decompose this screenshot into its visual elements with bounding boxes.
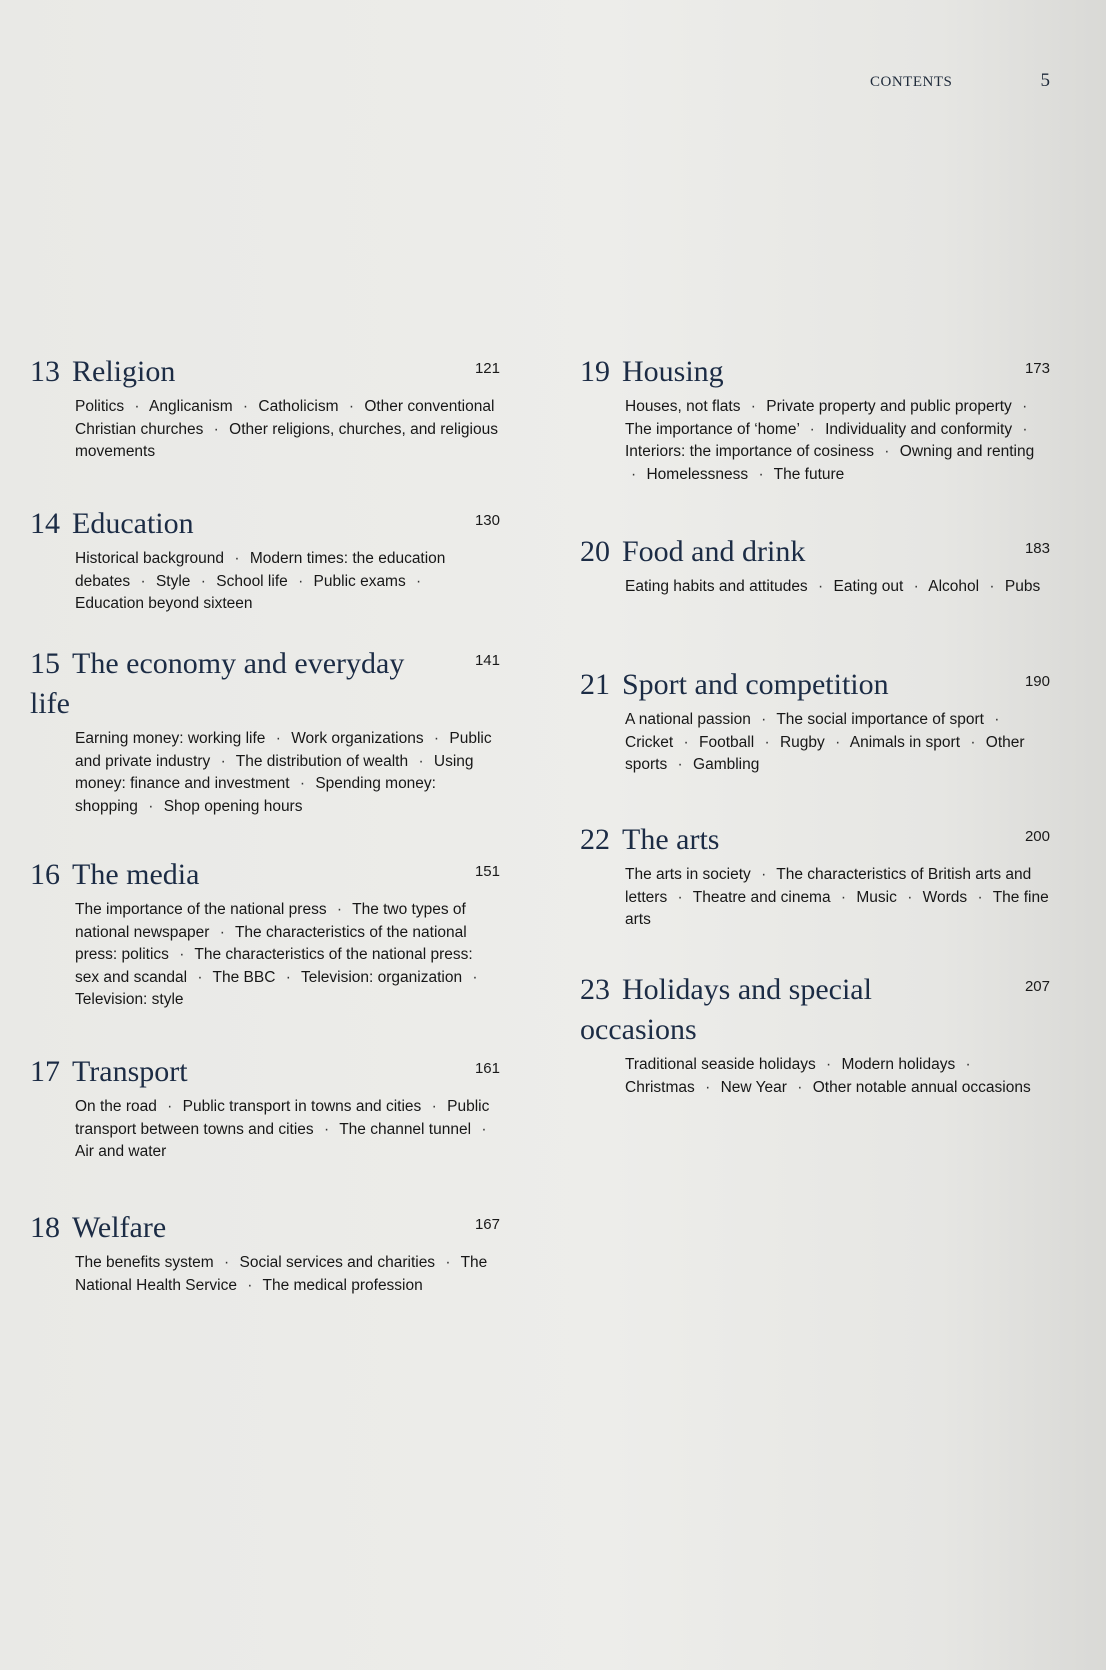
topic-item: Work organizations xyxy=(291,730,424,747)
chapter-topics xyxy=(625,864,1050,932)
bullet-separator: · xyxy=(247,1276,253,1294)
bullet-separator: · xyxy=(994,711,1000,728)
bullet-separator: · xyxy=(433,730,440,747)
chapter-number: 14 xyxy=(30,507,60,540)
topic-item: Alcohol xyxy=(928,578,980,595)
bullet-separator: · xyxy=(285,968,291,986)
bullet-separator: · xyxy=(809,420,815,438)
chapter-page-number: 190 xyxy=(1024,673,1050,690)
bullet-separator: · xyxy=(683,733,689,751)
chapter-heading xyxy=(580,665,1050,705)
bullet-separator: · xyxy=(224,1254,230,1271)
bullet-separator: · xyxy=(140,572,146,590)
topic-item: Animals in sport xyxy=(849,733,960,751)
chapter-topics xyxy=(75,396,500,464)
chapter-number: 21 xyxy=(580,668,610,701)
chapter-name: The media xyxy=(72,858,200,891)
chapter-title xyxy=(30,352,440,392)
topic-item: Public and private industry xyxy=(75,730,492,770)
bullet-separator: · xyxy=(148,797,154,815)
bullet-separator: · xyxy=(677,756,683,773)
topic-item: The characteristics of the national press: sex and scandal xyxy=(75,946,473,986)
chapter-topics xyxy=(75,728,500,818)
topic-item: Anglicanism xyxy=(149,398,233,415)
bullet-separator: · xyxy=(275,730,281,747)
chapter-heading xyxy=(30,1052,500,1092)
topic-item: Social services and charities xyxy=(239,1254,436,1271)
topic-item: Theatre and cinema xyxy=(692,888,831,906)
bullet-separator: · xyxy=(323,1120,330,1138)
chapter-name: Holidays and special occasions xyxy=(580,973,872,1046)
bullet-separator: · xyxy=(481,1120,487,1138)
chapter-topics xyxy=(625,396,1050,486)
topic-item: Other conventional Christian churches xyxy=(75,398,495,438)
bullet-separator: · xyxy=(416,572,422,590)
chapter-number: 22 xyxy=(580,823,610,856)
chapter-name: Food and drink xyxy=(622,535,806,568)
topic-item: Other sports xyxy=(625,733,1025,773)
bullet-separator: · xyxy=(705,1078,711,1096)
topic-item: Public transport in towns and cities xyxy=(182,1098,422,1115)
chapter-page-number: 130 xyxy=(474,512,500,529)
chapter-topics xyxy=(625,709,1050,777)
bullet-separator: · xyxy=(348,398,354,415)
chapter-page-number: 183 xyxy=(1024,540,1050,557)
chapter-page-number: 121 xyxy=(474,360,500,377)
topic-item: Historical background xyxy=(75,550,225,567)
bullet-separator: · xyxy=(197,968,203,986)
chapter-name: Education xyxy=(72,507,194,540)
chapter-name: Religion xyxy=(72,355,176,388)
topic-item: Football xyxy=(699,733,755,751)
topic-item: The characteristics of British arts and letters xyxy=(625,866,1032,906)
chapter-page-number: 161 xyxy=(474,1060,500,1077)
chapter-heading xyxy=(30,855,500,895)
topic-item: Homelessness xyxy=(646,465,749,483)
topic-item: Eating habits and attitudes xyxy=(625,578,808,595)
chapter-page-number: 151 xyxy=(474,863,500,880)
chapter-entry xyxy=(580,665,1050,777)
chapter-heading xyxy=(580,970,1050,1050)
chapter-title xyxy=(580,970,990,1050)
topic-item: Gambling xyxy=(693,756,760,773)
topic-item: Politics xyxy=(75,398,125,415)
bullet-separator: · xyxy=(677,888,683,906)
chapter-number: 15 xyxy=(30,647,60,680)
topic-item: Public exams xyxy=(313,572,406,590)
bullet-separator: · xyxy=(1022,420,1028,438)
topic-item: Interiors: the importance of cosiness xyxy=(625,443,874,460)
topic-item: Public transport between towns and cities xyxy=(75,1098,490,1138)
topic-item: The future xyxy=(773,465,845,483)
topic-item: The arts in society xyxy=(625,866,751,883)
bullet-separator: · xyxy=(907,888,913,906)
bullet-separator: · xyxy=(134,398,140,415)
bullet-separator: · xyxy=(884,443,890,460)
topic-item: Spending money: shopping xyxy=(75,775,436,815)
topic-item: Style xyxy=(155,572,191,590)
topic-item: Pubs xyxy=(1004,578,1041,595)
topic-item: The fine arts xyxy=(625,888,1049,928)
chapter-page-number: 167 xyxy=(474,1216,500,1233)
chapter-page-number: 141 xyxy=(474,652,500,669)
chapter-heading xyxy=(580,532,1050,572)
bullet-separator: · xyxy=(234,550,240,567)
chapter-title xyxy=(30,504,440,544)
chapter-heading xyxy=(580,820,1050,860)
topic-item: Other notable annual occasions xyxy=(812,1078,1031,1096)
bullet-separator: · xyxy=(965,1056,971,1073)
bullet-separator: · xyxy=(431,1098,437,1115)
bullet-separator: · xyxy=(797,1078,803,1096)
topic-item: The BBC xyxy=(212,968,276,986)
chapter-title xyxy=(580,665,990,705)
bullet-separator: · xyxy=(631,465,637,483)
topic-item: Traditional seaside holidays xyxy=(625,1056,816,1073)
topic-item: New Year xyxy=(720,1078,787,1096)
bullet-separator: · xyxy=(167,1098,173,1115)
chapter-entry xyxy=(580,970,1050,1099)
bullet-separator: · xyxy=(213,420,219,438)
topic-item: Television: organization xyxy=(300,968,463,986)
chapter-number: 19 xyxy=(580,355,610,388)
bullet-separator: · xyxy=(818,578,824,595)
chapter-name: Welfare xyxy=(72,1211,167,1244)
topic-item: The medical profession xyxy=(262,1276,423,1294)
bullet-separator: · xyxy=(826,1056,832,1073)
bullet-separator: · xyxy=(219,923,225,941)
bullet-separator: · xyxy=(1022,398,1028,415)
chapter-entry xyxy=(580,820,1050,932)
topic-item: The two types of national newspaper xyxy=(75,901,466,941)
chapter-number: 17 xyxy=(30,1055,60,1088)
topic-item: Rugby xyxy=(779,733,825,751)
chapter-entry xyxy=(30,1208,500,1297)
topic-item: Education beyond sixteen xyxy=(75,595,253,612)
chapter-topics xyxy=(75,1096,500,1164)
bullet-separator: · xyxy=(989,578,995,595)
topic-item: Owning and renting xyxy=(899,443,1035,460)
bullet-separator: · xyxy=(242,398,249,415)
chapter-name: Housing xyxy=(622,355,724,388)
chapter-name: The arts xyxy=(622,823,720,856)
topic-item: Modern times: the education debates xyxy=(75,550,446,590)
header-label: CONTENTS xyxy=(870,74,953,90)
chapter-title xyxy=(30,855,440,895)
chapter-title xyxy=(580,820,990,860)
chapter-heading xyxy=(30,644,500,724)
topic-item: Television: style xyxy=(75,991,184,1008)
bullet-separator: · xyxy=(336,901,343,918)
chapter-title xyxy=(580,532,990,572)
chapter-number: 13 xyxy=(30,355,60,388)
bullet-separator: · xyxy=(298,572,304,590)
chapter-heading xyxy=(30,1208,500,1248)
topic-item: Individuality and conformity xyxy=(825,420,1013,438)
bullet-separator: · xyxy=(913,578,919,595)
chapter-entry xyxy=(30,504,500,616)
topic-item: Air and water xyxy=(75,1143,167,1160)
bullet-separator: · xyxy=(970,733,976,751)
bullet-separator: · xyxy=(418,752,424,770)
topic-item: On the road xyxy=(75,1098,157,1115)
topic-item: Earning money: working life xyxy=(75,730,266,747)
header-page-number: 5 xyxy=(1040,70,1050,91)
chapter-number: 16 xyxy=(30,858,60,891)
chapter-number: 23 xyxy=(580,973,610,1006)
chapter-entry xyxy=(30,644,500,818)
chapter-entry xyxy=(580,352,1050,486)
running-header xyxy=(870,70,1050,92)
chapter-page-number: 200 xyxy=(1024,828,1050,845)
chapter-entry xyxy=(30,1052,500,1164)
chapter-topics xyxy=(625,576,1050,599)
bullet-separator: · xyxy=(472,968,478,986)
chapter-topics xyxy=(75,1252,500,1297)
chapter-topics xyxy=(75,899,500,1012)
chapter-name: Transport xyxy=(72,1055,188,1088)
chapter-number: 20 xyxy=(580,535,610,568)
chapter-title xyxy=(580,352,990,392)
chapter-name: Sport and competition xyxy=(622,668,889,701)
topic-item: Catholicism xyxy=(258,398,339,415)
bullet-separator: · xyxy=(761,866,767,883)
chapter-heading xyxy=(30,504,500,544)
bullet-separator: · xyxy=(977,888,983,906)
chapter-entry xyxy=(580,532,1050,599)
topic-item: The characteristics of the national press: politics xyxy=(75,923,467,963)
topic-item: Words xyxy=(922,888,968,906)
bullet-separator: · xyxy=(840,888,847,906)
topic-item: Eating out xyxy=(833,578,904,595)
chapter-heading xyxy=(30,352,500,392)
chapter-page-number: 207 xyxy=(1024,978,1050,995)
chapter-topics xyxy=(75,548,500,616)
topic-item: Other religions, churches, and religious movements xyxy=(75,420,498,460)
bullet-separator: · xyxy=(750,398,756,415)
bullet-separator: · xyxy=(758,465,764,483)
chapter-number: 18 xyxy=(30,1211,60,1244)
chapter-topics xyxy=(625,1054,1050,1099)
topic-item: Houses, not flats xyxy=(625,398,741,415)
bullet-separator: · xyxy=(761,711,767,728)
chapter-title xyxy=(30,1052,440,1092)
topic-item: Using money: finance and investment xyxy=(75,752,474,792)
topic-item: The social importance of sport xyxy=(776,711,984,728)
topic-item: Private property and public property xyxy=(766,398,1012,415)
bullet-separator: · xyxy=(764,733,770,751)
chapter-entry xyxy=(30,352,500,464)
chapter-name: The economy and everyday life xyxy=(30,647,405,720)
topic-item: Christmas xyxy=(625,1078,695,1096)
topic-item: The channel tunnel xyxy=(339,1120,472,1138)
bullet-separator: · xyxy=(220,752,226,770)
topic-item: The National Health Service xyxy=(75,1254,488,1294)
topic-item: Cricket xyxy=(625,733,674,751)
topic-item: School life xyxy=(216,572,288,590)
bullet-separator: · xyxy=(835,733,841,751)
chapter-title xyxy=(30,1208,440,1248)
chapter-entry xyxy=(30,855,500,1012)
bullet-separator: · xyxy=(299,775,306,792)
topic-item: The distribution of wealth xyxy=(235,752,409,770)
topic-item: A national passion xyxy=(625,711,751,728)
topic-item: Shop opening hours xyxy=(163,797,303,815)
bullet-separator: · xyxy=(200,572,206,590)
bullet-separator: · xyxy=(445,1254,451,1271)
bullet-separator: · xyxy=(179,946,185,963)
chapter-page-number: 173 xyxy=(1024,360,1050,377)
topic-item: The importance of the national press xyxy=(75,901,327,918)
chapter-title xyxy=(30,644,440,724)
topic-item: The importance of ‘home’ xyxy=(625,420,800,438)
topic-item: Modern holidays xyxy=(841,1056,956,1073)
topic-item: The benefits system xyxy=(75,1254,214,1271)
topic-item: Music xyxy=(856,888,897,906)
chapter-heading xyxy=(580,352,1050,392)
